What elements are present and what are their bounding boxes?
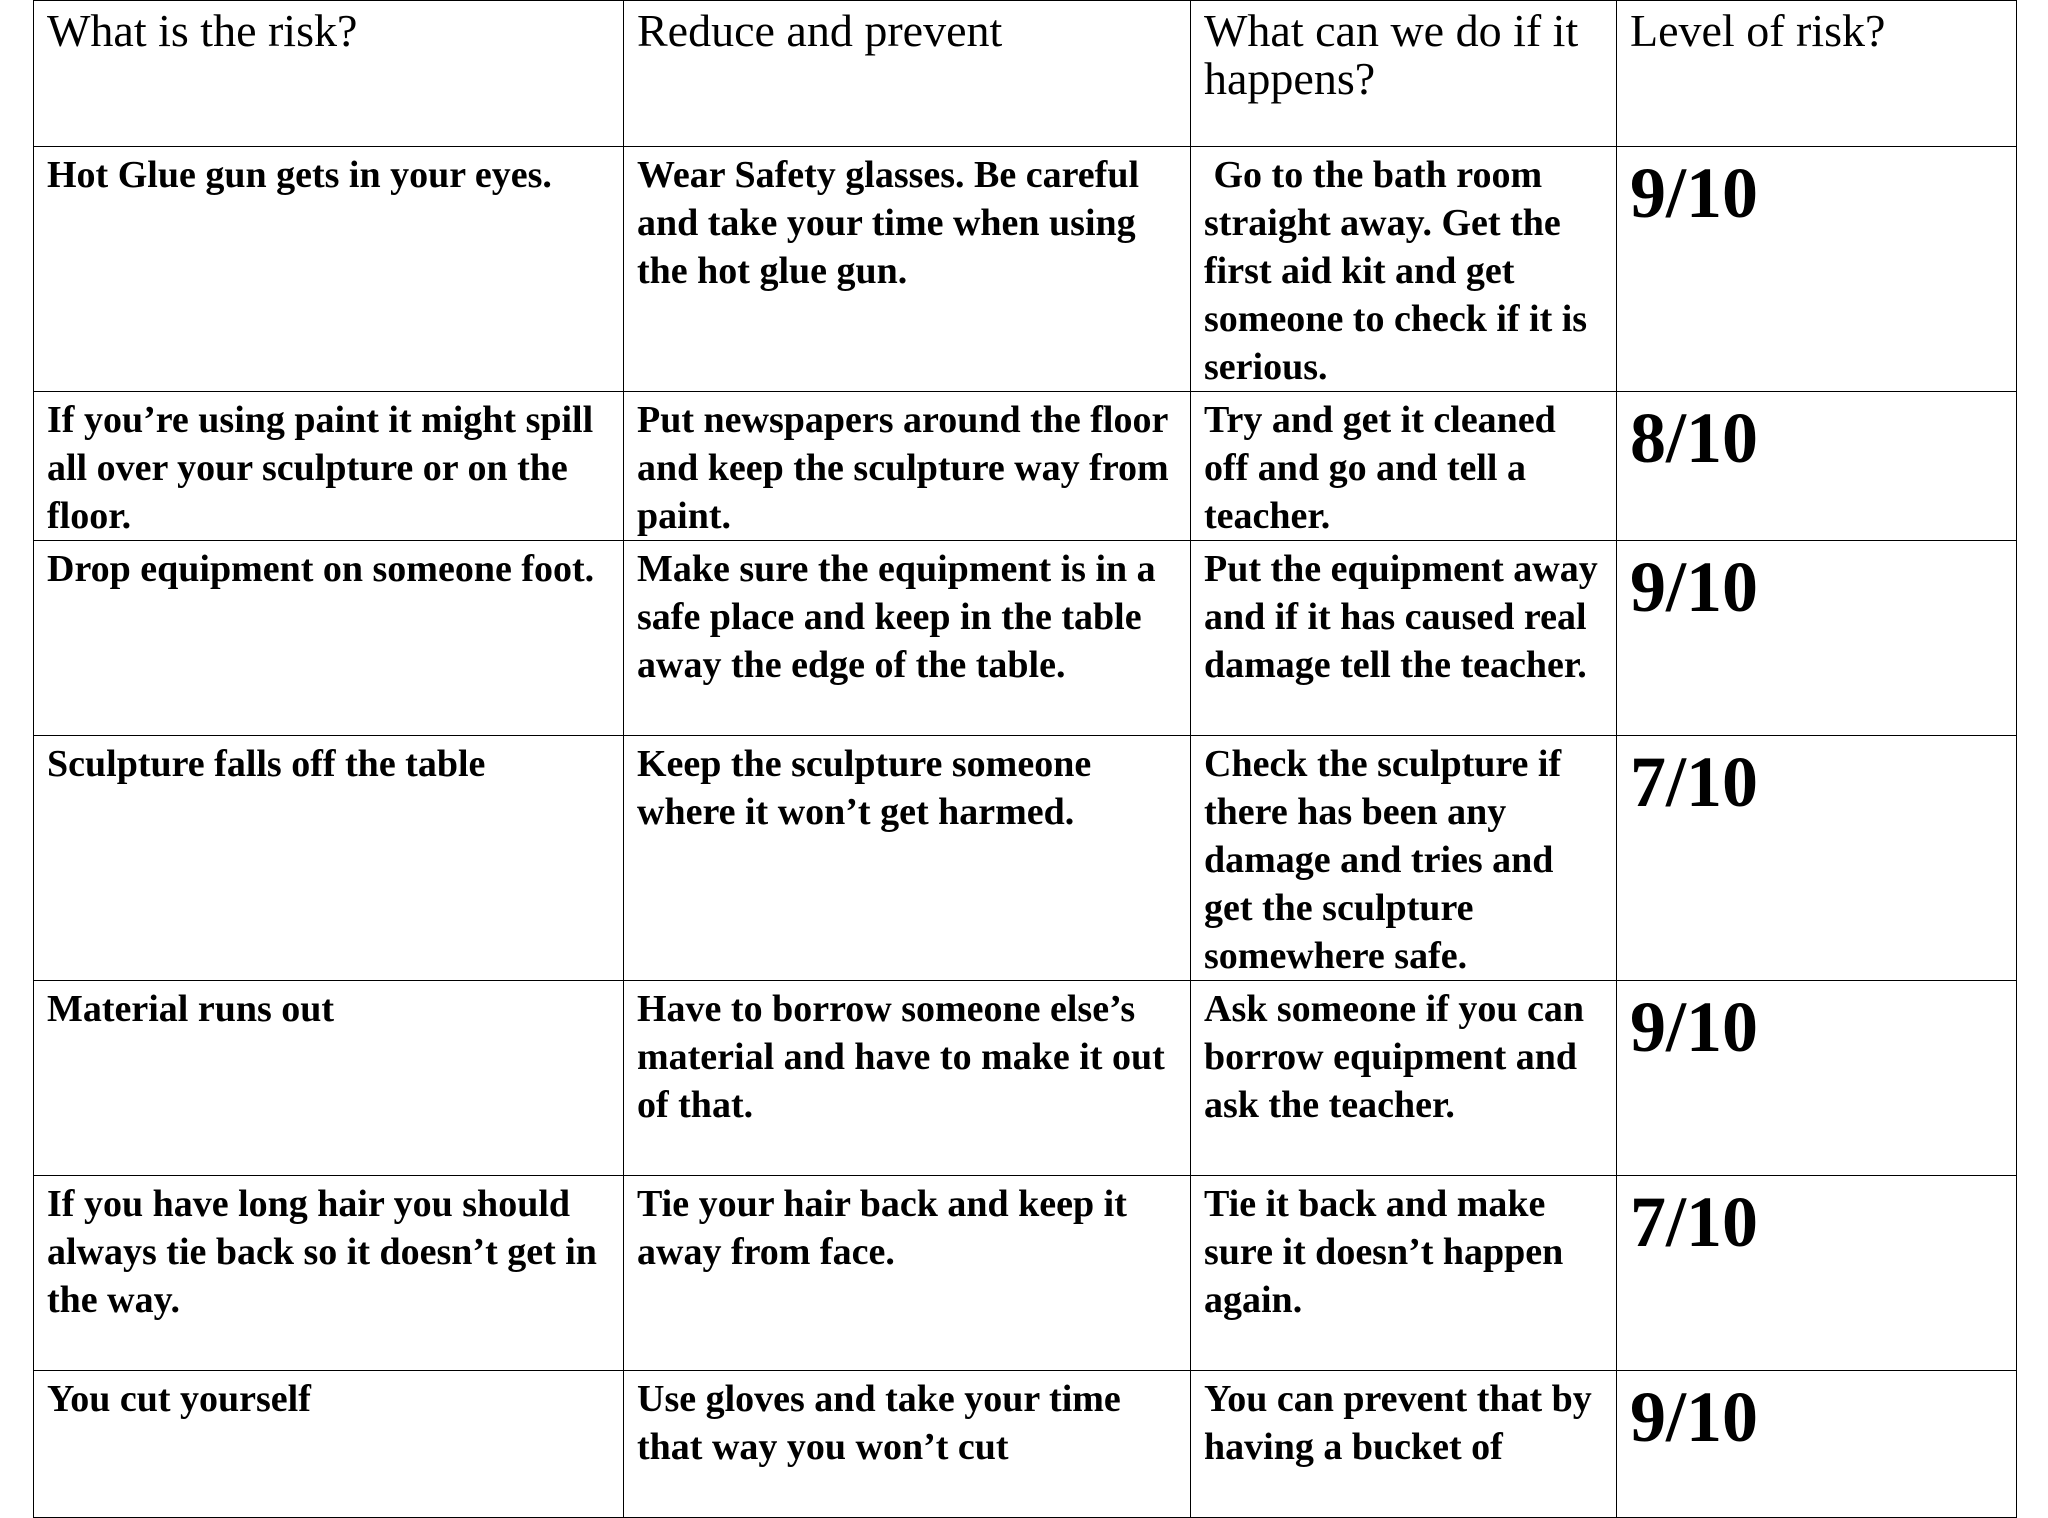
table-row — [34, 1176, 2017, 1371]
table-row — [34, 1371, 2017, 1518]
level-cell: 7/10 — [1617, 1176, 2017, 1371]
header-risk: What is the risk? — [34, 1, 624, 147]
action-cell: Tie it back and make sure it doesn’t happen again. — [1191, 1176, 1617, 1371]
header-action: What can we do if it happens? — [1191, 1, 1617, 147]
risk-cell: If you have long hair you should always tie back so it doesn’t get in the way. — [34, 1176, 624, 1371]
action-cell: Ask someone if you can borrow equipment and ask the teacher. — [1191, 981, 1617, 1176]
risk-cell: Drop equipment on someone foot. — [34, 541, 624, 736]
level-cell: 8/10 — [1617, 392, 2017, 541]
table-row — [34, 392, 2017, 541]
prevent-cell: Tie your hair back and keep it away from face. — [624, 1176, 1191, 1371]
table-row — [34, 541, 2017, 736]
table-row — [34, 147, 2017, 392]
level-cell: 7/10 — [1617, 736, 2017, 981]
action-cell: Put the equipment away and if it has caused real damage tell the teacher. — [1191, 541, 1617, 736]
action-cell: You can prevent that by having a bucket of — [1191, 1371, 1617, 1518]
risk-cell: Hot Glue gun gets in your eyes. — [34, 147, 624, 392]
action-cell: Check the sculpture if there has been any damage and tries and get the sculpture somewhere safe. — [1191, 736, 1617, 981]
action-cell: Go to the bath room straight away. Get the first aid kit and get someone to check if it is serious. — [1191, 147, 1617, 392]
prevent-cell: Have to borrow someone else’s material and have to make it out of that. — [624, 981, 1191, 1176]
prevent-cell: Wear Safety glasses. Be careful and take your time when using the hot glue gun. — [624, 147, 1191, 392]
risk-assessment-table — [33, 0, 2017, 1518]
header-reduce-prevent: Reduce and prevent — [624, 1, 1191, 147]
prevent-cell: Put newspapers around the floor and keep the sculpture way from paint. — [624, 392, 1191, 541]
header-level: Level of risk? — [1617, 1, 2017, 147]
risk-cell: If you’re using paint it might spill all over your sculpture or on the floor. — [34, 392, 624, 541]
risk-cell: You cut yourself — [34, 1371, 624, 1518]
action-cell: Try and get it cleaned off and go and tell a teacher. — [1191, 392, 1617, 541]
prevent-cell: Keep the sculpture someone where it won’t get harmed. — [624, 736, 1191, 981]
prevent-cell: Use gloves and take your time that way you won’t cut — [624, 1371, 1191, 1518]
table-row — [34, 981, 2017, 1176]
risk-cell: Sculpture falls off the table — [34, 736, 624, 981]
level-cell: 9/10 — [1617, 147, 2017, 392]
level-cell: 9/10 — [1617, 541, 2017, 736]
level-cell: 9/10 — [1617, 981, 2017, 1176]
risk-cell: Material runs out — [34, 981, 624, 1176]
header-row — [34, 1, 2017, 147]
prevent-cell: Make sure the equipment is in a safe place and keep in the table away the edge of the table. — [624, 541, 1191, 736]
level-cell: 9/10 — [1617, 1371, 2017, 1518]
table-row — [34, 736, 2017, 981]
